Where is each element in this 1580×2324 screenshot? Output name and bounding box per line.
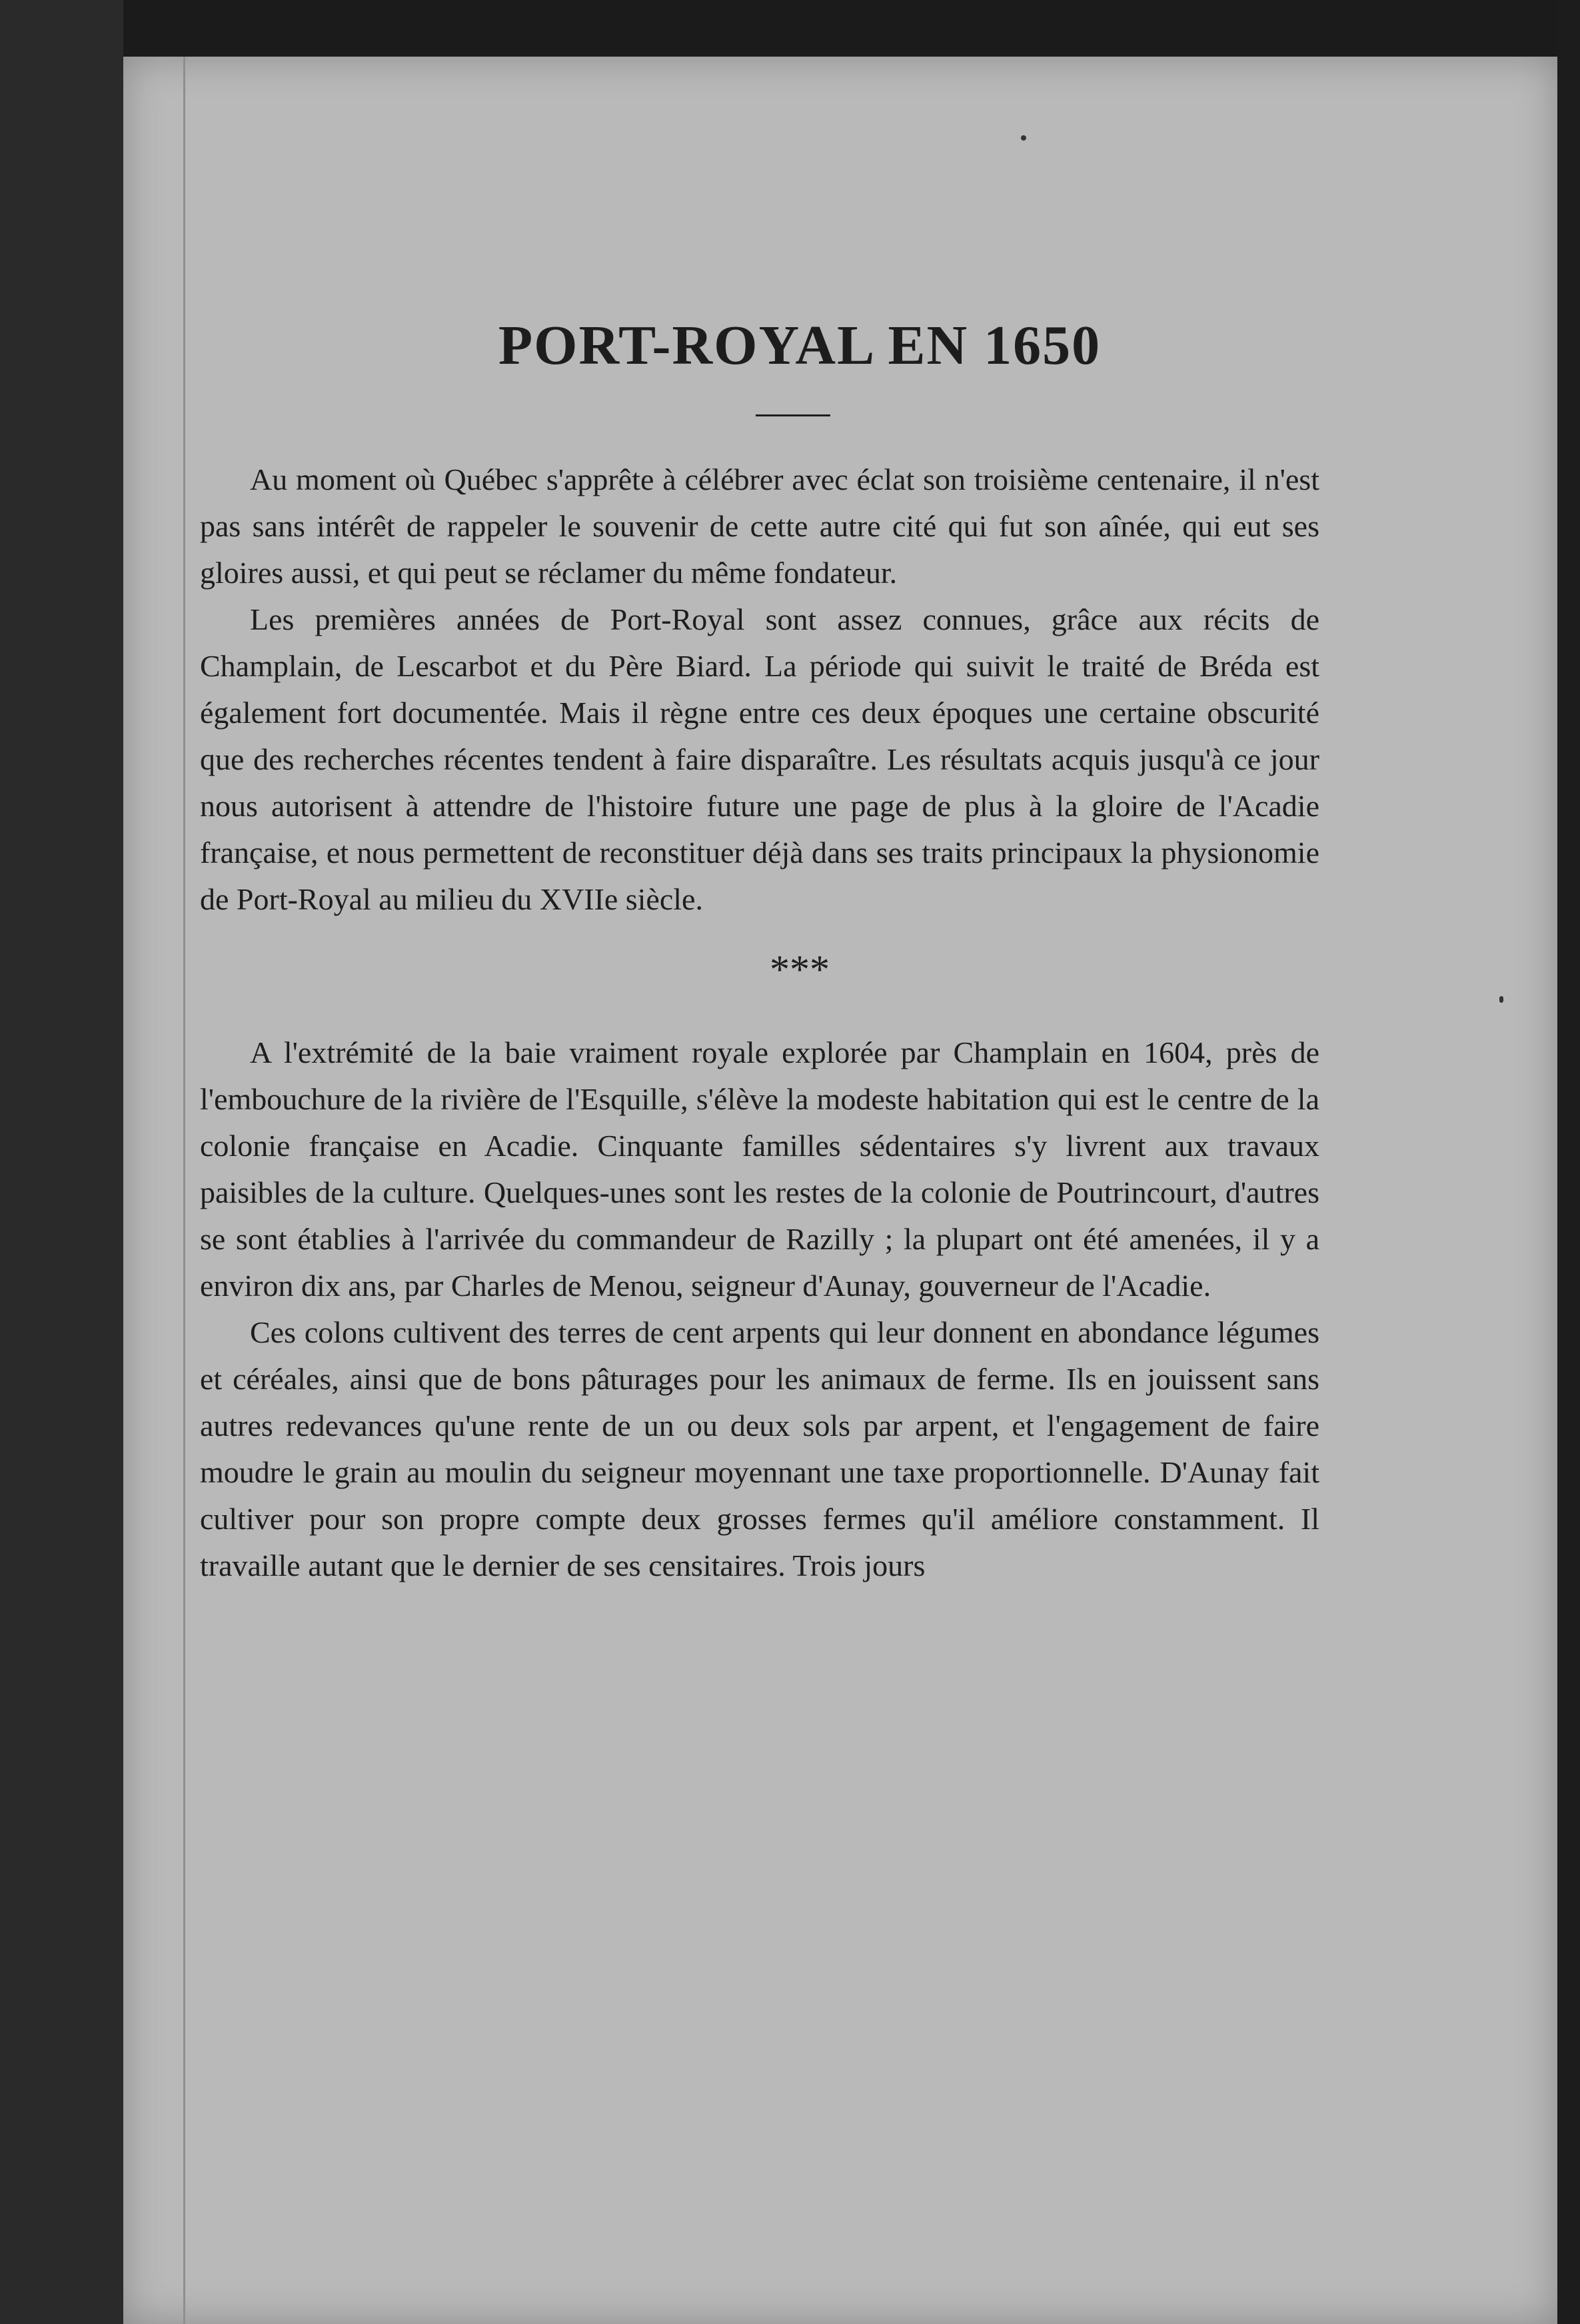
document-content [200,313,1319,1589]
page-title: PORT-ROYAL EN 1650 [498,314,1102,376]
scan-left-border [0,0,123,2324]
scan-right-border [1557,0,1580,2324]
scan-top-border [0,0,1580,57]
page-fold-line [183,57,185,2324]
speck-mark [1021,135,1026,141]
paragraph: Ces colons cultivent des terres de cent arpents qui leur donnent en abondance légumes et céréales, ainsi que de bons pâturages pour les animaux de ferme. Ils en jouissent sans autres redevances qu'une rente de un ou deux sols par arpent, et l'engagement de faire moudre le grain au moulin du seigneur moyennant une taxe proportionnelle. D'Aunay fait cultiver pour son propre compte deux grosses fermes qu'il améliore constamment. Il travaille autant que le dernier de ses censitaires. Trois jours [200,1315,1319,1582]
speck-mark [1499,996,1503,1003]
paragraph: Les premières années de Port-Royal sont assez connues, grâce aux récits de Champlain, de Lescarbot et du Père Biard. La période qui suivit le traité de Bréda est également fort documentée. Mais il règne entre ces deux époques une certaine obscurité que des recherches récentes tendent à faire disparaître. Les résultats acquis jusqu'à ce jour nous autorisent à attendre de l'histoire future une page de plus à la gloire de l'Acadie française, et nous permettent de reconstituer déjà dans ses traits principaux la physionomie de Port-Royal au milieu du XVIIe siècle. [200,602,1319,916]
section-separator: *** [770,947,830,991]
paragraph: Au moment où Québec s'apprête à célébrer avec éclat son troisième centenaire, il n'est pas sans intérêt de rappeler le souvenir de cette autre cité qui fut son aînée, qui eut ses gloires aussi, et qui peut se réclamer du même fondateur. [200,462,1319,590]
title-rule [756,414,830,416]
paragraph: A l'extrémité de la baie vraiment royale explorée par Champlain en 1604, près de l'embouchure de la rivière de l'Esquille, s'élève la modeste habitation qui est le centre de la colonie française en Acadie. Cinquante familles sédentaires s'y livrent aux travaux paisibles de la culture. Quelques-unes sont les restes de la colonie de Poutrincourt, d'autres se sont établies à l'arrivée du commandeur de Razilly ; la plupart ont été amenées, il y a environ dix ans, par Charles de Menou, seigneur d'Aunay, gouverneur de l'Acadie. [200,1035,1319,1303]
